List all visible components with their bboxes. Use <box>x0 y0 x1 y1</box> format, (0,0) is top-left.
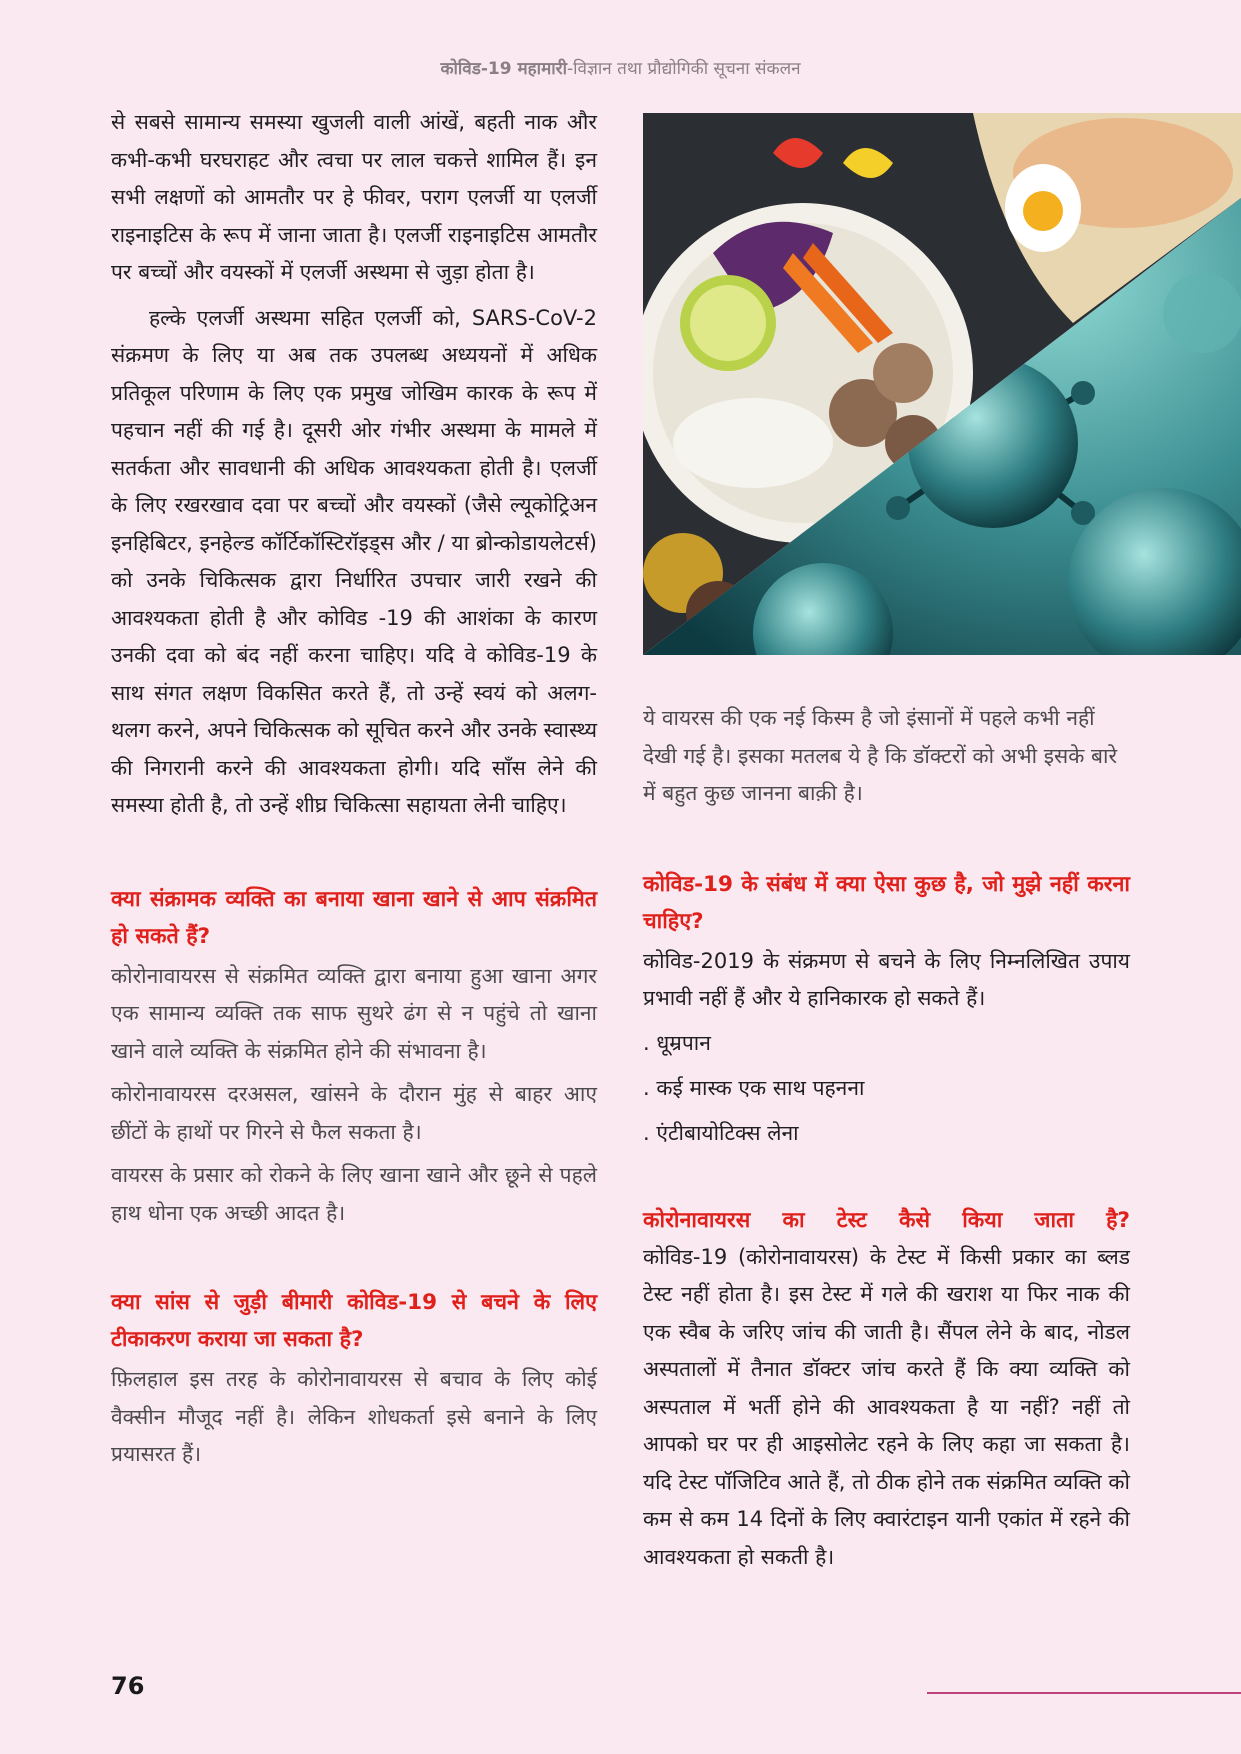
header-title-rest: -विज्ञान तथा प्रौद्योगिकी सूचना संकलन <box>567 59 801 79</box>
left-paragraph-3: कोरोनावायरस से संक्रमित व्यक्ति द्वारा बनाया हुआ खाना अगर एक सामान्य व्यक्ति तक साफ सुथरे ढंग से न पहुंचे तो खाना खाने वाले व्यक्ति के संक्रमित होने की संभावना है। <box>111 963 597 1063</box>
heading-vaccination: क्या सांस से जुड़ी बीमारी कोविड-19 से बचने के लिए टीकाकरण कराया जा सकता है? <box>111 1290 597 1352</box>
heading-test-method: कोरोनावायरस का टेस्ट कैसे किया जाता है? <box>643 1207 1130 1233</box>
left-paragraph-2: हल्के एलर्जी अस्थमा सहित एलर्जी को, SARS-CoV-2 संक्रमण के लिए या अब तक उपलब्ध अध्ययनों में अधिक प्रतिकूल परिणाम के लिए एक प्रमुख जोखिम कारक के रूप में पहचान नहीं की गई है। दूसरी ओर गंभीर अस्थमा के मामले में सतर्कता और सावधानी की अधिक आवश्यकता होती है। एलर्जी के लिए रखरखाव दवा पर बच्चों और वयस्कों (जैसे ल्यूकोट्रिअन इनहिबिटर, इनहेल्ड कॉर्टिकॉस्टिरॉइड्स और / या ब्रोन्कोडायलेटर्स) को उनके चिकित्सक द्वारा निर्धारित उपचार जारी रखने की आवश्यकता होती है और कोविड -19 की आशंका के कारण उनकी दवा को बंद नहीं करना चाहिए। यदि वे कोविड-19 के साथ संगत लक्षण विकसित करते हैं, तो उन्हें स्वयं को अलग-थलग करने, अपने चिकित्सक को सूचित करने और उनके स्वास्थ्य की निगरानी करने की आवश्यकता होगी। यदि साँस लेने की समस्या होती है, तो उन्हें शीघ्र चिकित्सा सहायता लेनी चाहिए। <box>111 305 597 817</box>
left-paragraph-6: फ़िलहाल इस तरह के कोरोनावायरस से बचाव के लिए कोई वैक्सीन मौजूद नहीं है। लेकिन शोधकर्ता इसे बनाने के लिए प्रयासरत हैं। <box>111 1367 597 1466</box>
running-header <box>0 56 1241 79</box>
food-virus-illustration <box>643 113 1241 655</box>
left-column <box>111 104 597 1474</box>
right-paragraph-2: कोविड-2019 के संक्रमण से बचने के लिए निम्नलिखित उपाय प्रभावी नहीं हैं और ये हानिकारक हो सकते हैं। <box>643 948 1130 1010</box>
heading-food-infection: क्या संक्रामक व्यक्ति का बनाया खाना खाने से आप संक्रमित हो सकते हैं? <box>111 886 597 949</box>
list-item: . धूम्रपान <box>643 1030 711 1055</box>
not-effective-list <box>643 1025 1130 1152</box>
list-item: . कई मास्क एक साथ पहनना <box>643 1075 865 1100</box>
page-number: 76 <box>111 1672 145 1700</box>
footer-rule <box>927 1692 1241 1694</box>
heading-what-not-to-do: कोविड-19 के संबंध में क्या ऐसा कुछ है, जो मुझे नहीं करना चाहिए? <box>643 871 1130 934</box>
right-column <box>643 700 1130 1576</box>
header-title-bold: कोविड-19 महामारी <box>440 59 567 79</box>
left-paragraph-4: कोरोनावायरस दरअसल, खांसने के दौरान मुंह से बाहर आए छींटों के हाथों पर गिरने से फैल सकता है। <box>111 1082 597 1144</box>
left-paragraph-5: वायरस के प्रसार को रोकने के लिए खाना खाने और छूने से पहले हाथ धोना एक अच्छी आदत है। <box>111 1163 597 1225</box>
right-paragraph-1: ये वायरस की एक नई किस्म है जो इंसानों में पहले कभी नहीं देखी गई है। इसका मतलब ये है कि डॉक्टरों को अभी इसके बारे में बहुत कुछ जानना बाक़ी है। <box>643 706 1118 805</box>
list-item: . एंटीबायोटिक्स लेना <box>643 1120 799 1145</box>
right-paragraph-3: कोविड-19 (कोरोनावायरस) के टेस्ट में किसी प्रकार का ब्लड टेस्ट नहीं होता है। इस टेस्ट में गले की खराश या फिर नाक की एक स्वैब के जरिए जांच की जाती है। सैंपल लेने के बाद, नोडल अस्पतालों में तैनात डॉक्टर जांच करते हैं कि क्या व्यक्ति को अस्पताल में भर्ती होने की आवश्यकता है या नहीं? नहीं तो आपको घर पर ही आइसोलेट रहने के लिए कहा जा सकता है। यदि टेस्ट पॉजिटिव आते हैं, तो ठीक होने तक संक्रमित व्यक्ति को कम से कम 14 दिनों के लिए क्वारंटाइन यानी एकांत में रहने की आवश्यकता हो सकती है। <box>643 1244 1130 1569</box>
left-paragraph-1: से सबसे सामान्य समस्या खुजली वाली आंखें, बहती नाक और कभी-कभी घरघराहट और त्वचा पर लाल चकत्ते शामिल हैं। इन सभी लक्षणों को आमतौर पर हे फीवर, पराग एलर्जी या एलर्जी राइनाइटिस के रूप में जाना जाता है। एलर्जी राइनाइटिस आमतौर पर बच्चों और वयस्कों में एलर्जी अस्थमा से जुड़ा होता है। <box>111 110 597 284</box>
